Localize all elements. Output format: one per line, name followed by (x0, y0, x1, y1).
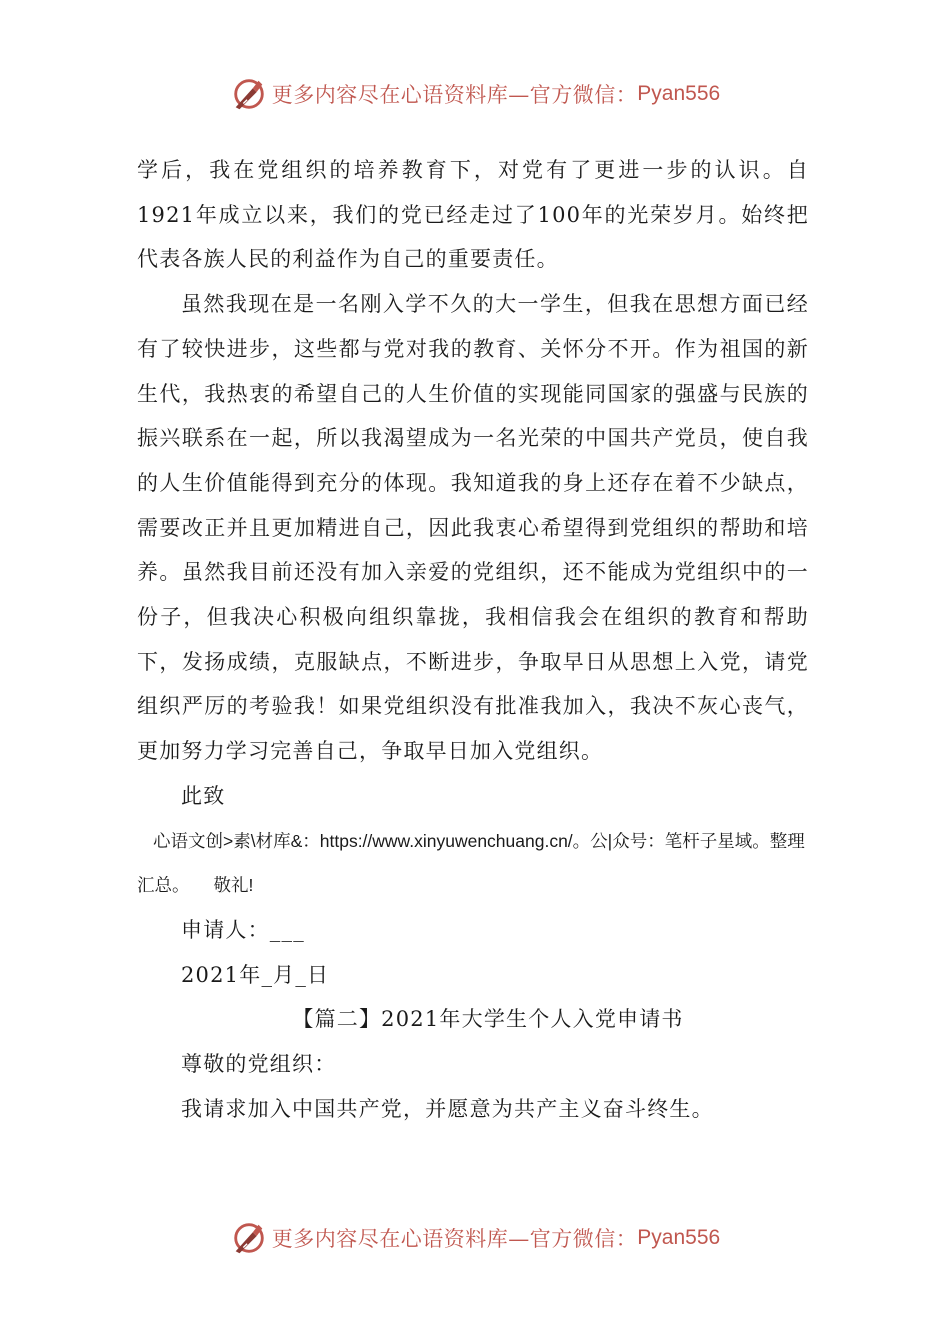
greeting-line: 尊敬的党组织： (181, 1052, 337, 1077)
source-note-line-2 (137, 863, 809, 908)
closing-line: 此致 (181, 783, 226, 808)
pen-nib-logo-icon (230, 75, 268, 113)
date-line: 2021年_月_日 (181, 962, 330, 987)
source-note-end: 汇总。 (137, 875, 190, 896)
paragraph-1: 学后，我在党组织的培养教育下，对党有了更进一步的认识。自1921年成立以来，我们的党已经走过了100年的光荣岁月。始终把代表各族人民的利益作为自己的重要责任。 (137, 158, 809, 272)
paragraph-3: 我请求加入中国共产党，并愿意为共产主义奋斗终生。 (181, 1096, 714, 1121)
salute-text: 敬礼! (213, 875, 254, 896)
applicant-line: 申请人：___ (181, 917, 305, 942)
document-body (137, 148, 809, 1131)
banner-wechat-id: Pyan556 (637, 82, 721, 105)
section-title: 【篇二】2021年大学生个人入党申请书 (292, 1007, 684, 1032)
header-banner (0, 72, 950, 116)
footer-banner (0, 1216, 950, 1260)
banner-text: 更多内容尽在心语资料库—官方微信： (271, 1227, 638, 1251)
pen-nib-logo-icon (230, 1219, 268, 1257)
banner-wechat-id: Pyan556 (637, 1226, 721, 1249)
source-note-line-1: 心语文创>素\材库&：https://www.xinyuwenchuang.cn/。公|众号：笔杆子星域。整理 (153, 830, 805, 851)
banner-text: 更多内容尽在心语资料库—官方微信： (271, 83, 638, 107)
paragraph-2: 虽然我现在是一名刚入学不久的大一学生，但我在思想方面已经有了较快进步，这些都与党对我的教育、关怀分不开。作为祖国的新生代，我热衷的希望自己的人生价值的实现能同国家的强盛与民族的振兴联系在一起，所以我渴望成为一名光荣的中国共产党员，使自我的人生价值能得到充分的体现。我知道我的身上还存在着不少缺点，需要改正并且更加精进自己，因此我衷心希望得到党组织的帮助和培养。虽然我目前还没有加入亲爱的党组织，还不能成为党组织中的一份子，但我决心积极向组织靠拢，我相信我会在组织的教育和帮助下，发扬成绩，克服缺点，不断进步，争取早日从思想上入党，请党组织严厉的考验我！如果党组织没有批准我加入，我决不灰心丧气，更加努力学习完善自己，争取早日加入党组织。 (137, 292, 809, 764)
